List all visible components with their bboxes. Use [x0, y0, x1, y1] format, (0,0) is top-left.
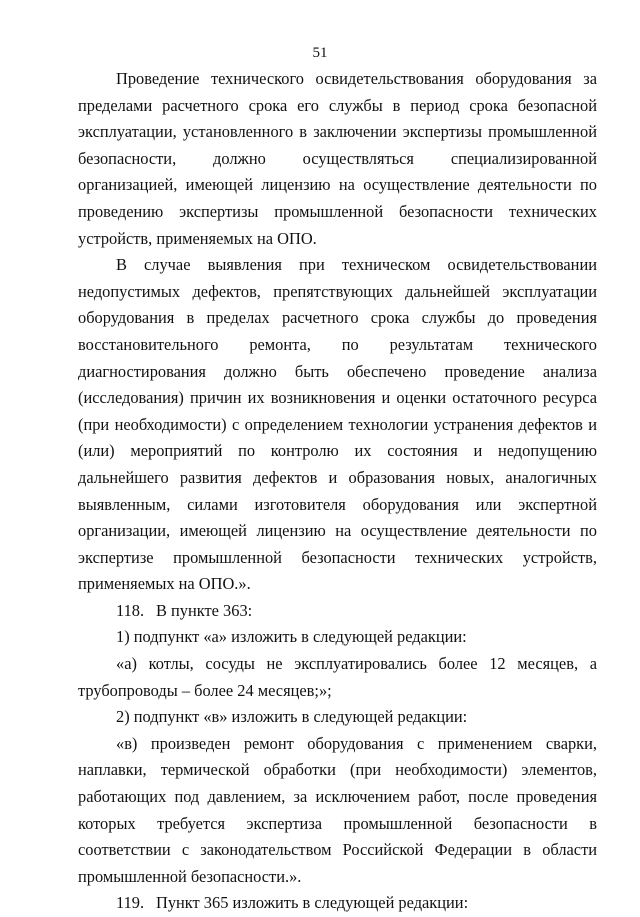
- item-118: [78, 598, 597, 625]
- item-118-number: 118.: [116, 600, 145, 620]
- item-118-text: В пункте 363:: [156, 600, 253, 620]
- page-number: 51: [312, 45, 328, 61]
- subitem-a-text: «а) котлы, сосуды не эксплуатировались более 12 месяцев, а трубопроводы – более 24 месяцев;»;: [78, 654, 597, 700]
- subitem-v-heading: 2) подпункт «в» изложить в следующей редакции:: [116, 707, 468, 727]
- document-body: [78, 66, 597, 917]
- item-119: [78, 890, 597, 917]
- subitem-a-heading: 1) подпункт «а» изложить в следующей редакции:: [116, 627, 467, 647]
- paragraph-technical-examination: Проведение технического освидетельствования оборудования за пределами расчетного срока его службы в период срока безопасной эксплуатации, установленного в заключении экспертизы промышленной безопасности, должно осуществляться специализированной организацией, имеющей лицензию на осуществление деятельности по проведению экспертизы промышленной безопасности технических устройств, применяемых на ОПО.: [78, 69, 597, 248]
- subitem-v-text: «в) произведен ремонт оборудования с применением сварки, наплавки, термической обработки (при необходимости) элементов, работающих под давлением, за исключением работ, после проведения которых требуется экспертиза промышленной безопасности в соответствии с законодательством Российской Федерации в области промышленной безопасности.».: [78, 733, 597, 886]
- item-119-number: 119.: [116, 893, 145, 913]
- paragraph-defects-detected: В случае выявления при техническом освидетельствовании недопустимых дефектов, препятствующих дальнейшей эксплуатации оборудования в пределах расчетного срока службы до проведения восстановительного ремонта, по результатам технического диагностирования должно быть обеспечено проведение анализа (исследования) причин их возникновения и оценки остаточного ресурса (при необходимости) с определением технологии устранения дефектов и (или) мероприятий по контролю их состояния и недопущению дальнейшего развития дефектов и образования новых, аналогичных выявленным, силами изготовителя оборудования или экспертной организации, имеющей лицензию на осуществление деятельности по экспертизе промышленной безопасности технических устройств, применяемых на ОПО.».: [78, 255, 597, 594]
- item-119-text: Пункт 365 изложить в следующей редакции:: [156, 893, 469, 913]
